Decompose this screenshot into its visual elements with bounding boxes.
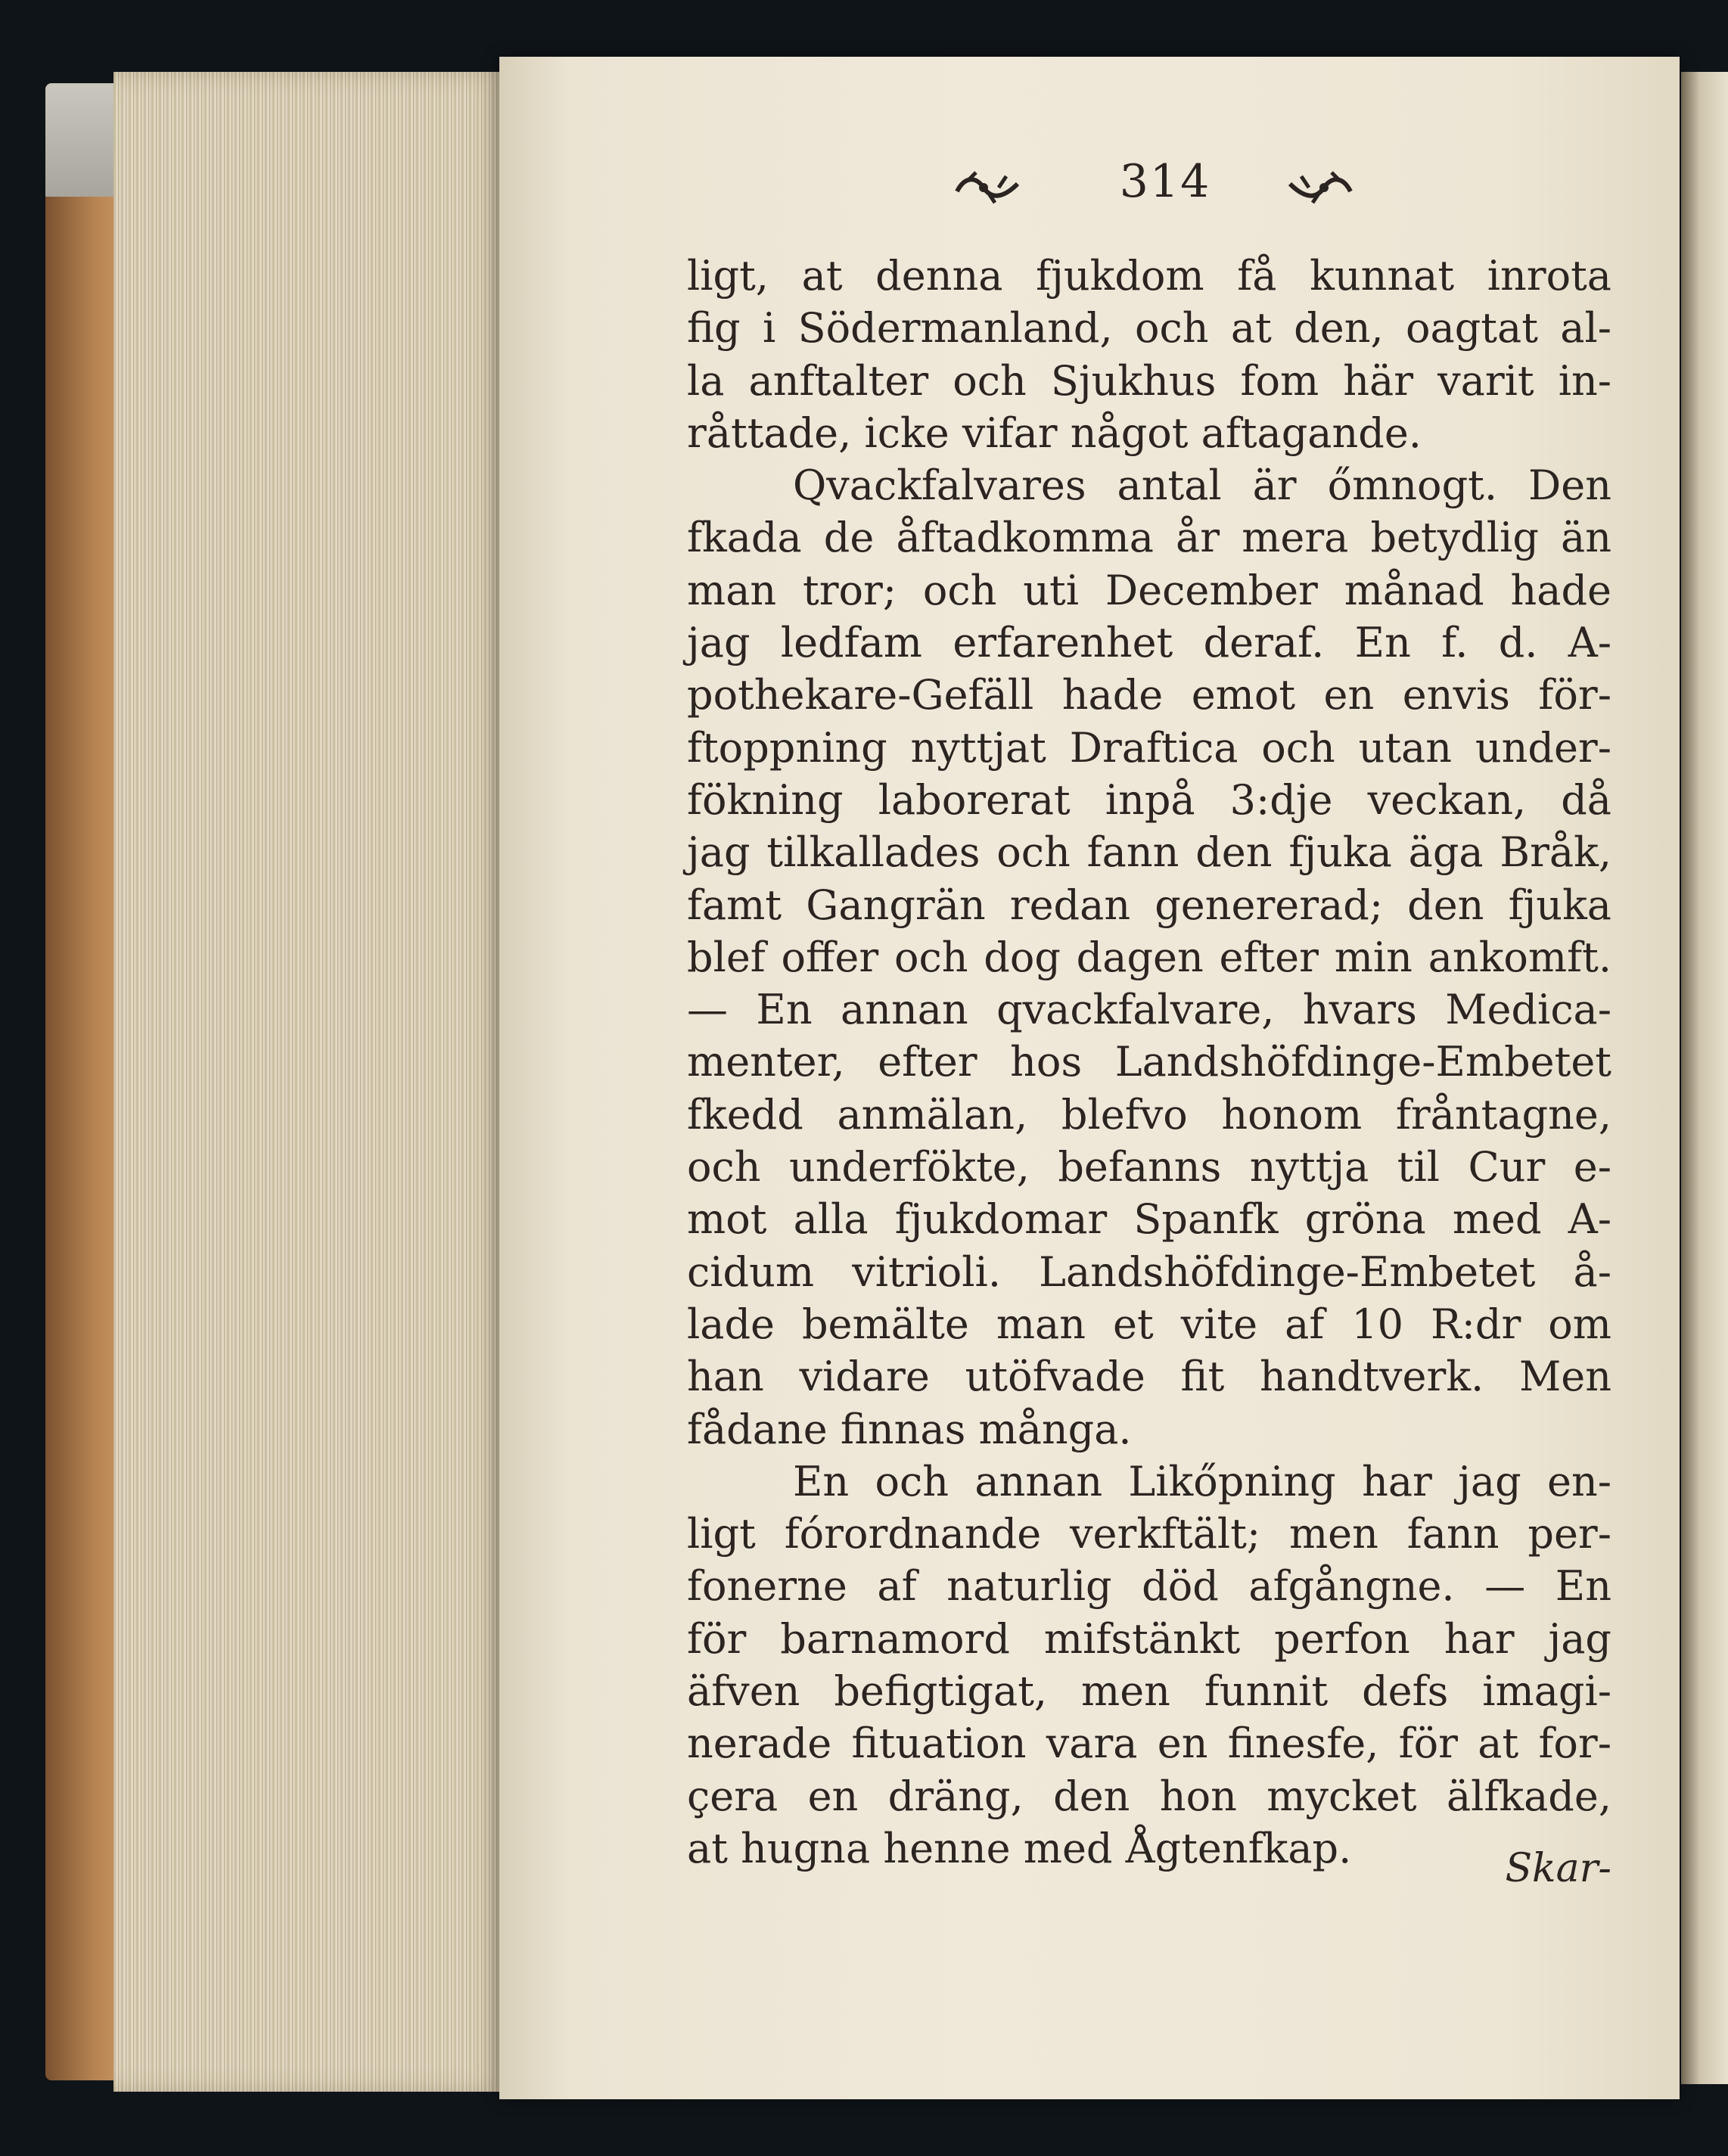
text-line: nerade fituation vara en finesfe, för at for-	[687, 1720, 1611, 1768]
catchword: Skar-	[1505, 1846, 1611, 1891]
text-line: Qvackfalvares antal är őmnogt. Den	[793, 461, 1611, 510]
text-line: lade bemälte man et vite af 10 R:dr om	[687, 1300, 1611, 1348]
text-line: fonerne af naturlig död afgångne. — En	[687, 1562, 1611, 1611]
text-line: menter, efter hos Landshöfdinge-Embetet	[687, 1038, 1611, 1086]
page-number: 314	[1119, 155, 1211, 208]
text-line: mot alla fjukdomar Spanfk gröna med A-	[687, 1195, 1611, 1244]
text-line: jag ledfam erfarenhet deraf. En f. d. A-	[687, 619, 1611, 667]
page-edges	[113, 72, 507, 2092]
text-line: fökning laborerat inpå 3:dje veckan, då	[687, 775, 1611, 824]
text-line: för barnamord mifstänkt perfon har jag	[687, 1614, 1611, 1663]
text-line: fkedd anmälan, blefvo honom fråntagne,	[687, 1090, 1611, 1139]
text-line: cidum vitrioli. Landshöfdinge-Embetet å-	[687, 1247, 1611, 1296]
body-text	[687, 250, 1611, 1875]
text-line: — En annan qvackfalvare, hvars Medica-	[687, 986, 1611, 1034]
text-line: fig i Södermanland, och at den, oagtat al-	[687, 304, 1611, 353]
floral-ornament-icon	[953, 169, 1021, 207]
text-line: man tror; och uti December månad hade	[687, 566, 1611, 614]
text-line: En och annan Likőpning har jag en-	[793, 1457, 1611, 1505]
text-line: ftoppning nyttjat Draftica och utan under-	[687, 723, 1611, 772]
text-line: råttade, icke vifar något aftagande.	[687, 409, 1422, 457]
floral-ornament-icon	[1286, 169, 1354, 207]
text-line: jag tilkallades och fann den fjuka äga Bråk,	[687, 828, 1611, 877]
text-line: fådane finnas många.	[687, 1405, 1132, 1453]
running-head	[953, 155, 1377, 223]
text-line: han vidare utöfvade fit handtverk. Men	[687, 1353, 1611, 1401]
text-line: la anftalter och Sjukhus fom här varit in-	[687, 356, 1611, 405]
book-cover-corner	[45, 83, 121, 197]
text-line: och underfökte, befanns nyttja til Cur e-	[687, 1143, 1611, 1191]
text-line: at hugna henne med Ågtenfkap.	[687, 1824, 1352, 1872]
text-line: blef offer och dog dagen efter min ankomft.	[687, 933, 1611, 981]
text-line: famt Gangrän redan genererad; den fjuka	[687, 881, 1611, 929]
text-line: çera en dräng, den hon mycket älfkade,	[687, 1772, 1611, 1820]
facing-page-edge	[1681, 72, 1728, 2084]
text-line: pothekare-Gefäll hade emot en envis för-	[687, 671, 1611, 719]
text-line: fkada de åftadkomma år mera betydlig än	[687, 514, 1611, 562]
text-line: äfven befigtigat, men funnit defs imagi-	[687, 1667, 1611, 1716]
text-line: ligt, at denna fjukdom få kunnat inrota	[687, 252, 1611, 300]
text-line: ligt fórordnande verkftält; men fann per-	[687, 1510, 1611, 1558]
